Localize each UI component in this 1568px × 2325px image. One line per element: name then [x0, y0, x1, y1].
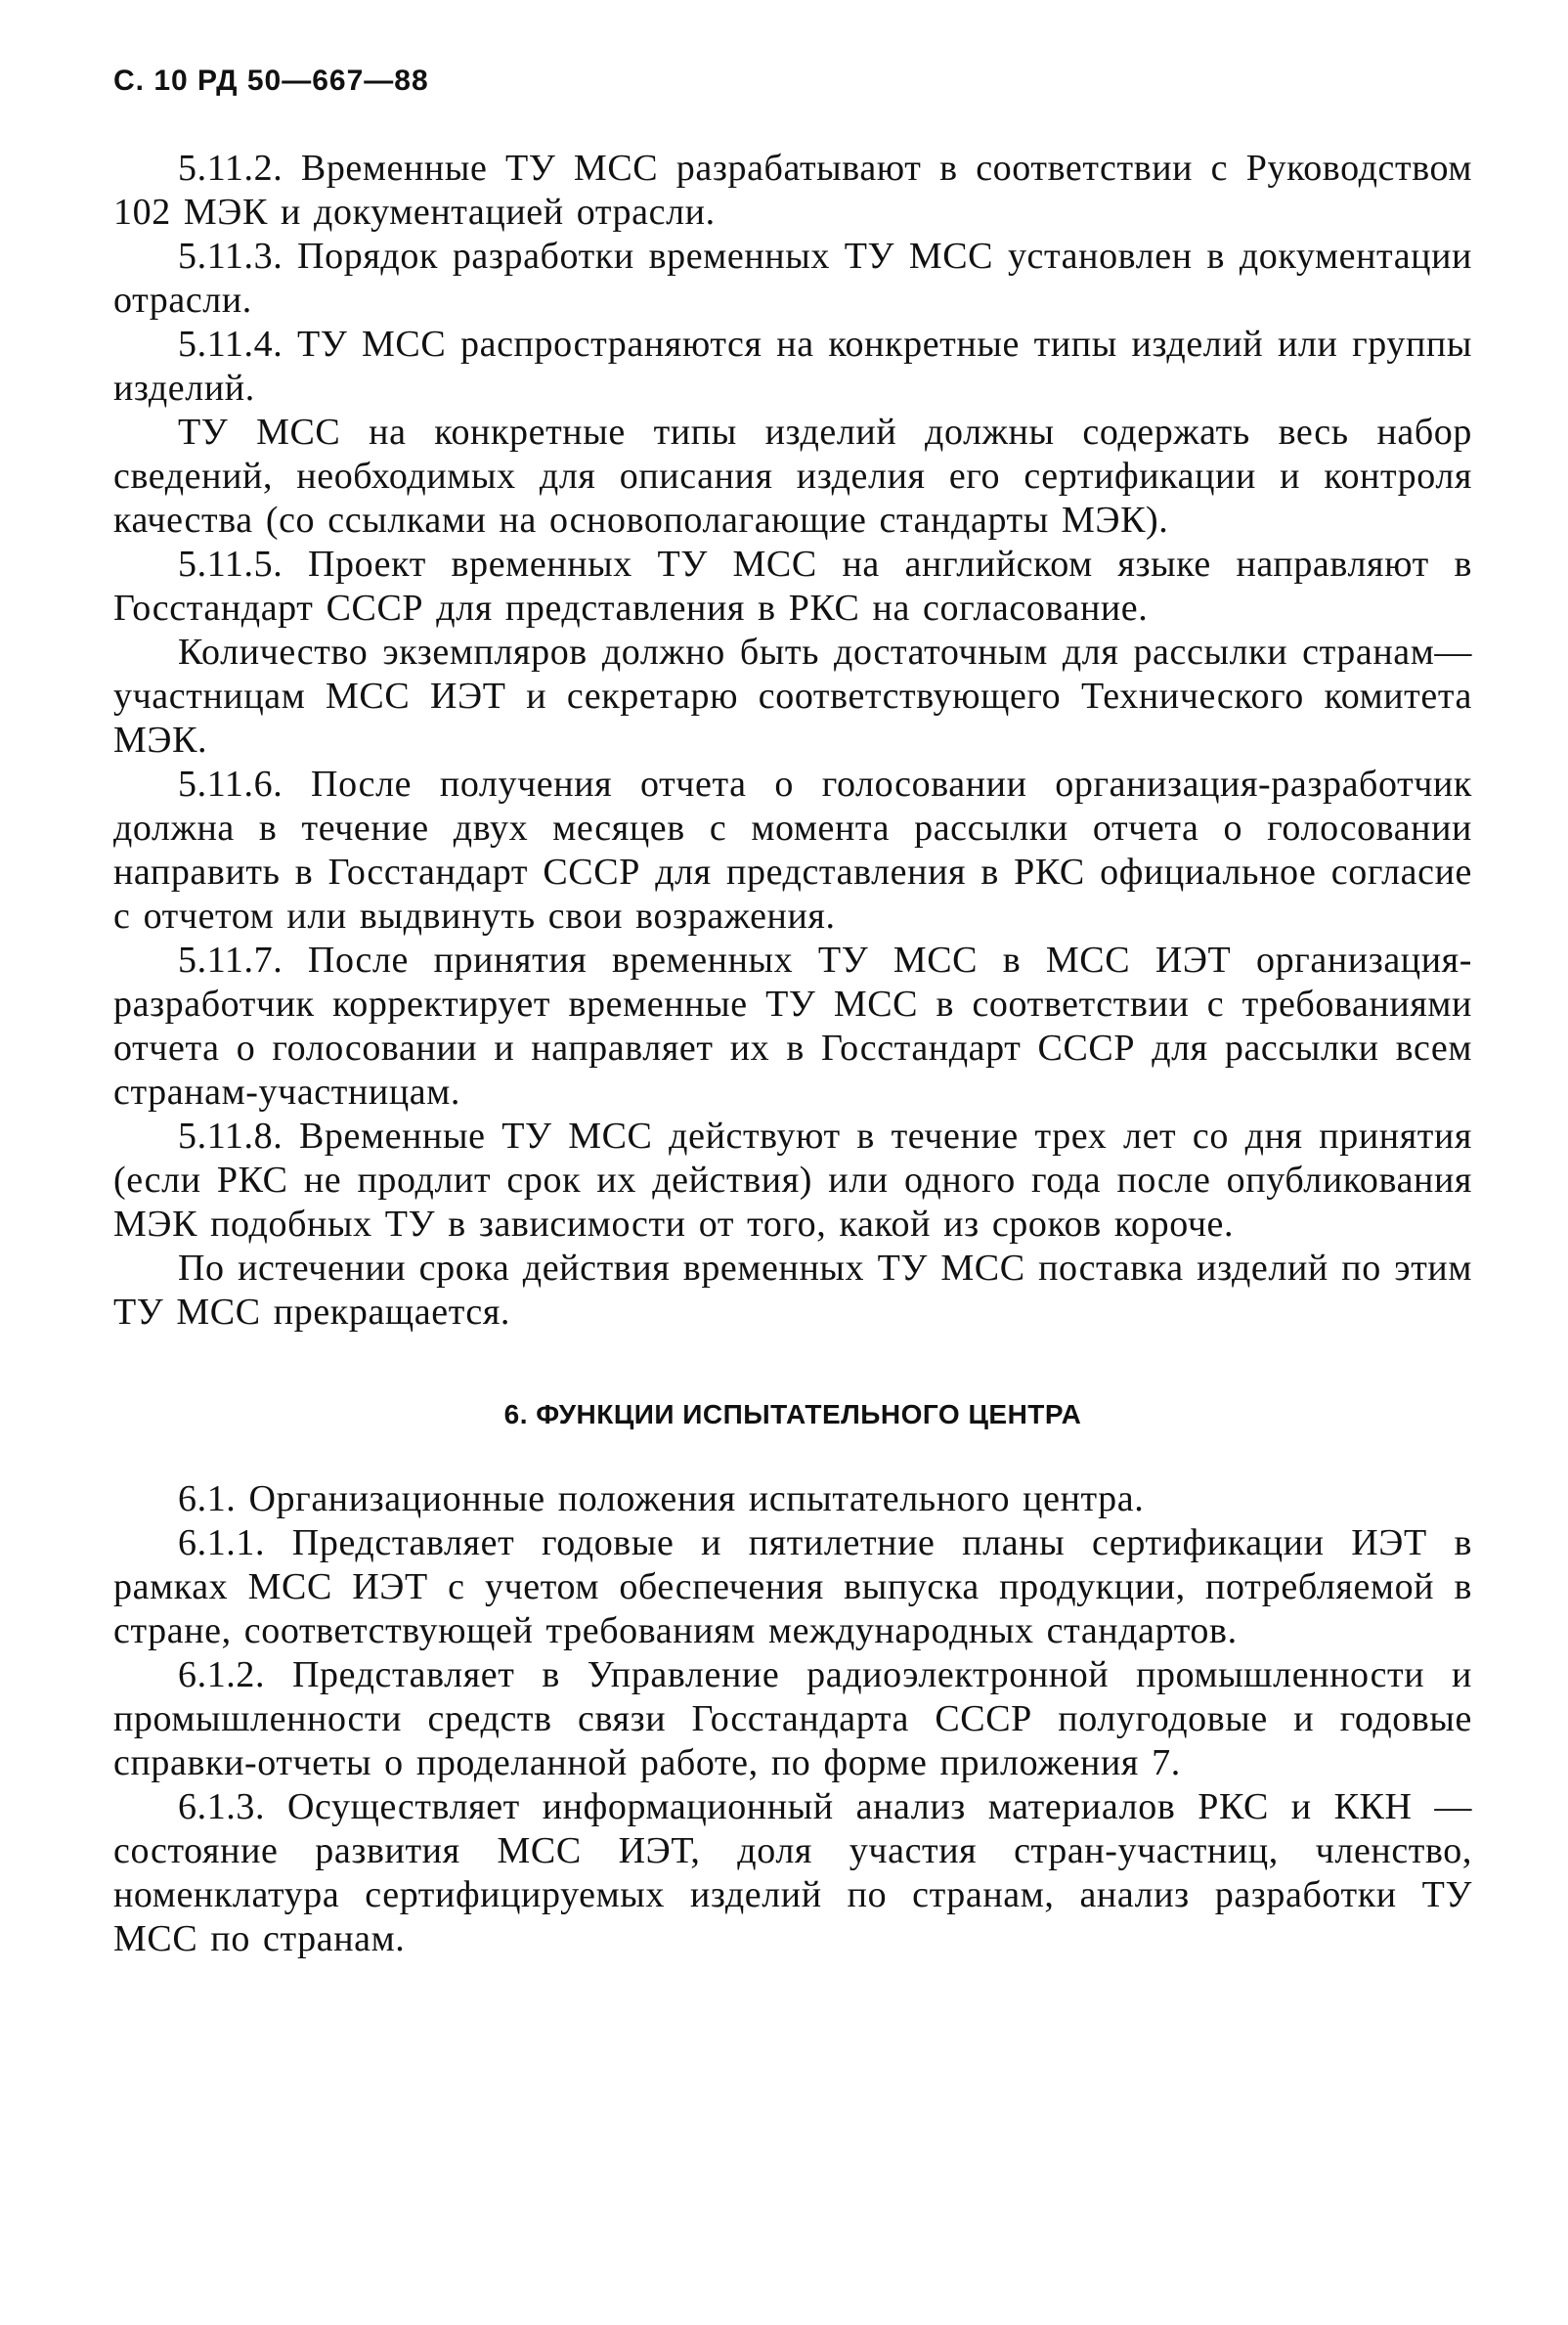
paragraph-5-11-7: 5.11.7. После принятия временных ТУ МСС в МСС ИЭТ организация-разработчик корректирует временные ТУ МСС в соответствии с требованиями отчета о голосовании и направляет их в Госстандарт СССР для рассылки всем странам-участницам.: [113, 940, 1472, 1113]
paragraph-tu-content: ТУ МСС на конкретные типы изделий должны содержать весь набор сведений, необходимых для описания изделия его сертификации и контроля качества (со ссылками на основополагающие стандарты МЭК).: [113, 412, 1472, 541]
paragraph-6-1-1: 6.1.1. Представляет годовые и пятилетние планы сертификации ИЭТ в рамках МСС ИЭТ с учетом обеспечения выпуска продукции, потребляемой в стране, соответствующей требованиям международных стандартов.: [113, 1522, 1472, 1651]
section-title: 6. ФУНКЦИИ ИСПЫТАТЕЛЬНОГО ЦЕНТРА: [503, 1399, 1082, 1429]
paragraph-5-11-5: 5.11.5. Проект временных ТУ МСС на английском языке направляют в Госстандарт СССР для представления в РКС на согласование.: [113, 544, 1472, 629]
paragraph-5-11-2: 5.11.2. Временные ТУ МСС разрабатывают в соответствии с Руководством 102 МЭК и документацией отрасли.: [113, 148, 1472, 233]
paragraph-copies: Количество экземпляров должно быть достаточным для рассылки странам—участницам МСС ИЭТ и секретарю соответствующего Технического комитета МЭК.: [113, 632, 1472, 761]
paragraph-6-1-2: 6.1.2. Представляет в Управление радиоэлектронной промышленности и промышленности средств связи Госстандарта СССР полугодовые и годовые справки-отчеты о проделанной работе, по форме приложения 7.: [113, 1654, 1472, 1783]
paragraph-expiry: По истечении срока действия временных ТУ МСС поставка изделий по этим ТУ МСС прекращается.: [113, 1248, 1472, 1333]
paragraph-5-11-6: 5.11.6. После получения отчета о голосовании организация-разработчик должна в течение двух месяцев с момента рассылки отчета о голосовании направить в Госстандарт СССР для представления в РКС официальное согласие с отчетом или выдвинуть свои возражения.: [113, 764, 1472, 937]
paragraph-5-11-4: 5.11.4. ТУ МСС распространяются на конкретные типы изделий или группы изделий.: [113, 324, 1472, 409]
page-header: С. 10 РД 50—667—88: [113, 65, 429, 97]
document-body: [113, 147, 1472, 1961]
paragraph-6-1-3: 6.1.3. Осуществляет информационный анализ материалов РКС и ККН — состояние развития МСС ИЭТ, доля участия стран-участниц, членство, номенклатура сертифицируемых изделий по странам, анализ разработки ТУ МСС по странам.: [113, 1786, 1472, 1959]
paragraph-5-11-3: 5.11.3. Порядок разработки временных ТУ МСС установлен в документации отрасли.: [113, 236, 1472, 321]
paragraph-6-1: 6.1. Организационные положения испытательного центра.: [178, 1478, 1145, 1519]
paragraph-5-11-8: 5.11.8. Временные ТУ МСС действуют в течение трех лет со дня принятия (если РКС не продлит срок их действия) или одного года после опубликования МЭК подобных ТУ в зависимости от того, какой из сроков короче.: [113, 1116, 1472, 1245]
